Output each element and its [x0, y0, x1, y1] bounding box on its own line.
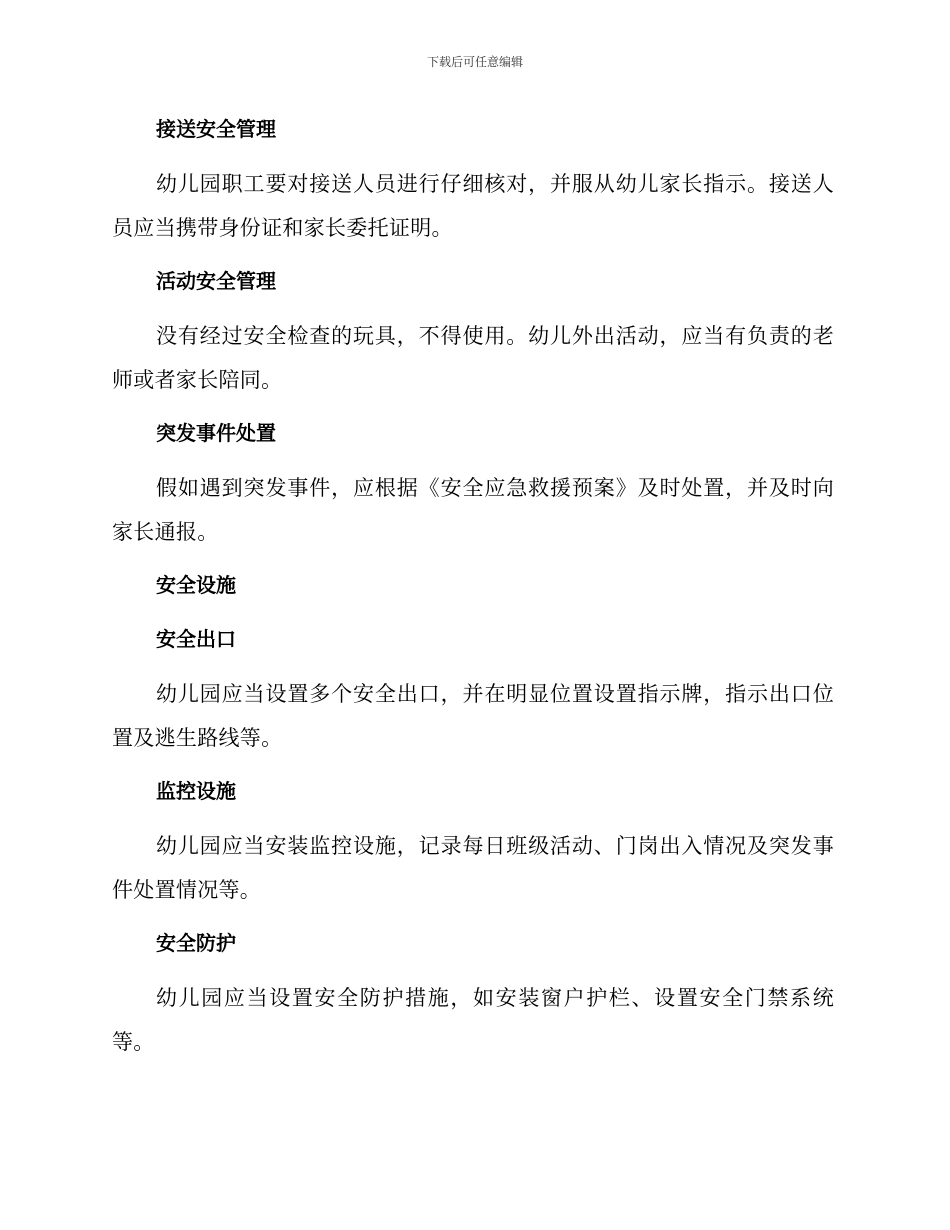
paragraph-activity-safety: 没有经过安全检查的玩具，不得使用。幼儿外出活动，应当有负责的老师或者家长陪同。	[112, 324, 834, 392]
section-heading-safety-facilities: 安全设施	[156, 573, 236, 597]
section-heading-activity-safety: 活动安全管理	[156, 269, 276, 293]
paragraph-safety-protection: 幼儿园应当设置安全防护措施，如安装窗户护栏、设置安全门禁系统等。	[112, 986, 834, 1054]
section-heading-pickup-safety: 接送安全管理	[156, 117, 276, 141]
section-heading-safety-exits: 安全出口	[156, 627, 236, 651]
paragraph-pickup-safety: 幼儿园职工要对接送人员进行仔细核对，并服从幼儿家长指示。接送人员应当携带身份证和家长委托证明。	[112, 172, 834, 240]
section-heading-emergency: 突发事件处置	[156, 421, 276, 445]
section-heading-monitoring: 监控设施	[156, 779, 236, 803]
paragraph-safety-exits: 幼儿园应当设置多个安全出口，并在明显位置设置指示牌，指示出口位置及逃生路线等。	[112, 682, 834, 750]
section-heading-safety-protection: 安全防护	[156, 931, 236, 955]
page-header: 下载后可任意编辑	[426, 55, 523, 69]
paragraph-monitoring: 幼儿园应当安装监控设施，记录每日班级活动、门岗出入情况及突发事件处置情况等。	[112, 834, 834, 902]
document-body	[112, 108, 834, 1064]
paragraph-emergency: 假如遇到突发事件，应根据《安全应急救援预案》及时处置，并及时向家长通报。	[112, 476, 834, 544]
